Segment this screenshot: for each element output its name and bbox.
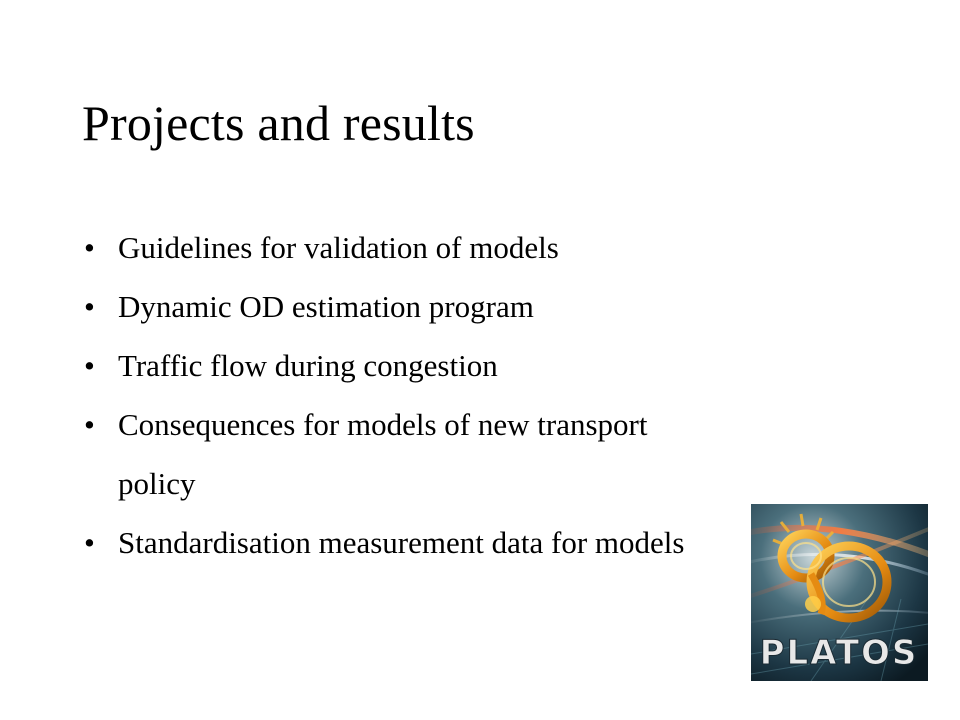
- bullet-item: [84, 277, 738, 336]
- bullet-text: Standardisation measurement data for models: [118, 525, 685, 560]
- bullet-dot: •: [84, 348, 95, 383]
- bullet-text: Traffic flow during congestion: [118, 348, 498, 383]
- bullet-dot: •: [84, 289, 95, 324]
- bullet-text: Dynamic OD estimation program: [118, 289, 534, 324]
- platos-logo-graphic: [751, 504, 928, 681]
- bullet-item: [84, 513, 718, 572]
- bullet-item: [84, 336, 738, 395]
- bullet-text: Guidelines for validation of models: [118, 230, 559, 265]
- platos-logo-text: PLATOS: [759, 633, 919, 673]
- bullet-dot: •: [84, 525, 95, 560]
- bullet-text: Consequences for models of new transport policy: [118, 407, 648, 501]
- bullet-list: [84, 218, 738, 572]
- bullet-dot: •: [84, 230, 95, 265]
- bullet-item: [84, 218, 738, 277]
- slide-title: Projects and results: [82, 95, 475, 151]
- bullet-dot: •: [84, 407, 95, 442]
- platos-logo-icon: [751, 504, 928, 681]
- bullet-item: [84, 395, 718, 513]
